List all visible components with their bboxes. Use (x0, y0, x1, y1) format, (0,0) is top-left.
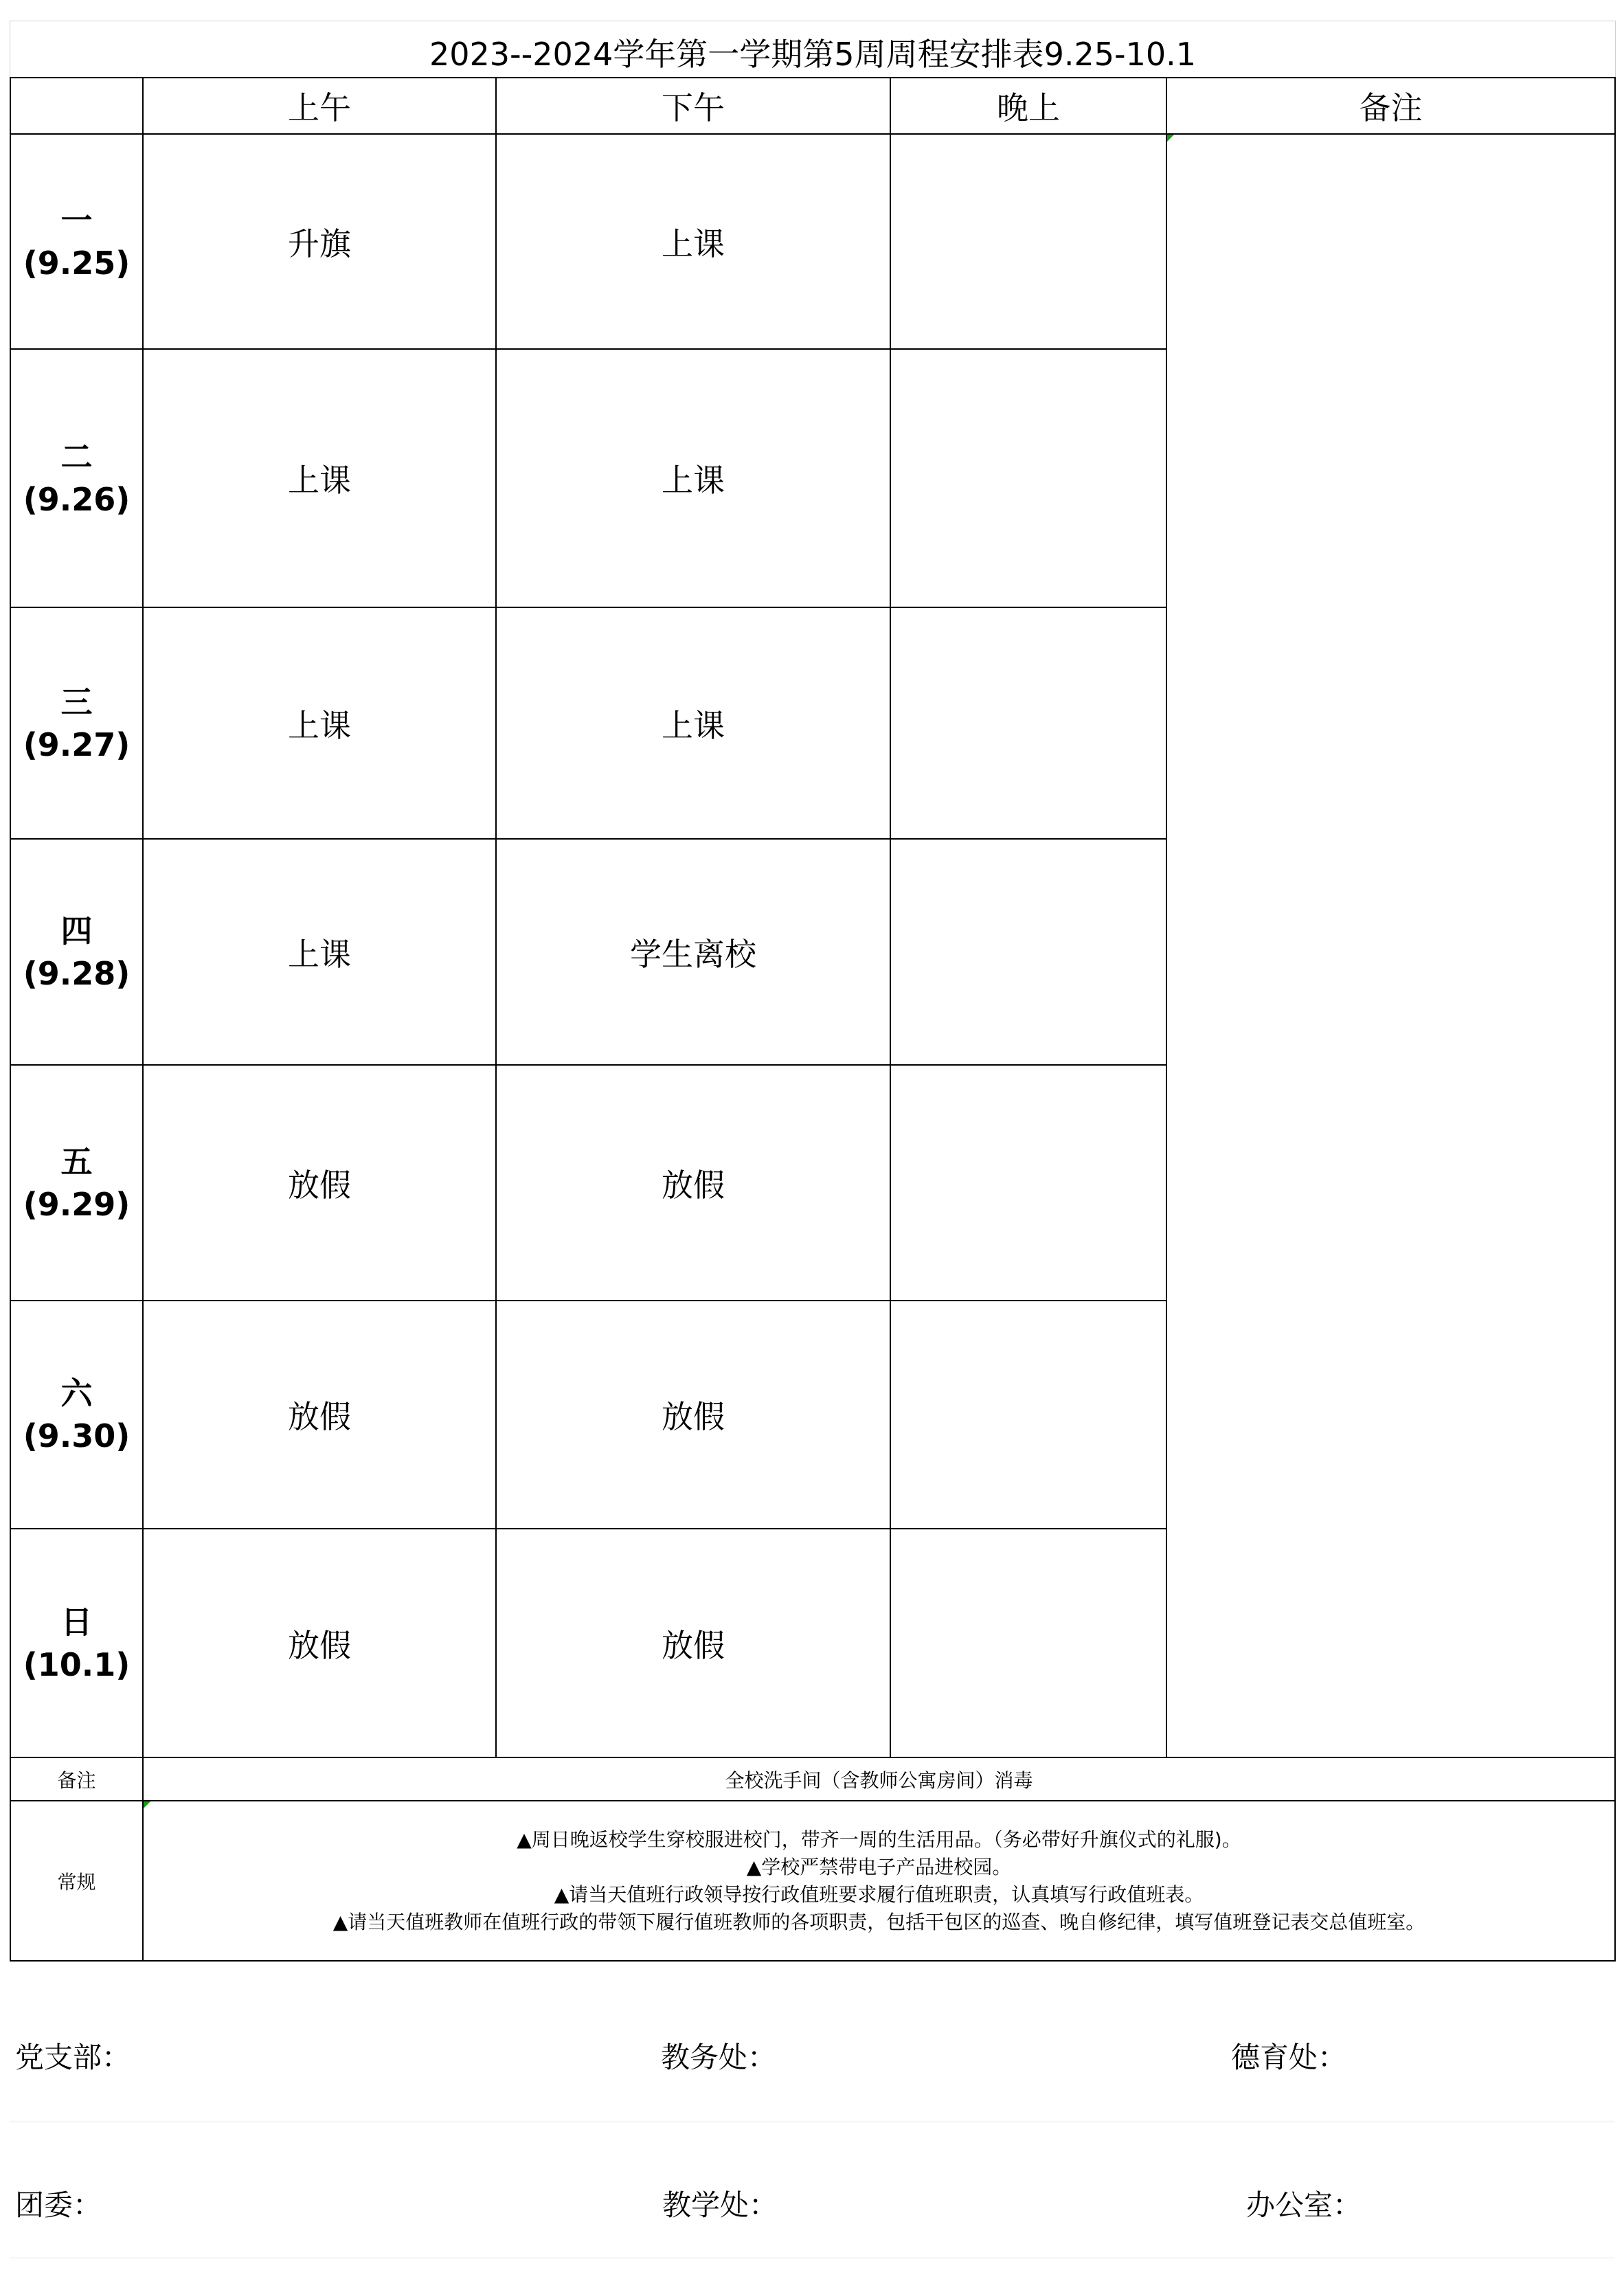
header-remarks: 备注 (1166, 78, 1615, 134)
evening-cell (890, 1529, 1166, 1757)
signature-teaching: 教学处： (662, 2188, 778, 2222)
header-morning: 上午 (143, 78, 496, 134)
afternoon-cell: 学生离校 (496, 839, 890, 1065)
schedule-table (10, 77, 1616, 1962)
morning-cell: 放假 (143, 1065, 496, 1301)
afternoon-cell: 放假 (496, 1065, 890, 1301)
afternoon-cell: 放假 (496, 1301, 890, 1529)
evening-cell (890, 839, 1166, 1065)
day-row (10, 134, 1615, 349)
day-date: (9.26) (23, 481, 131, 518)
page-title: 2023--2024学年第一学期第5周周程安排表9.25-10.1 (10, 21, 1616, 87)
routine-line: ▲周日晚返校学生穿校服进校门，带齐一周的生活用品。（务必带好升旗仪式的礼服)。 (517, 1828, 1241, 1851)
routine-notes (143, 1801, 1615, 1961)
morning-cell: 放假 (143, 1529, 496, 1757)
day-date: (9.29) (23, 1185, 131, 1223)
header-blank (10, 78, 143, 134)
routine-line: ▲请当天值班教师在值班行政的带领下履行值班教师的各项职责，包括干包区的巡查、晚自修纪律，填写值班登记表交总值班室。 (332, 1910, 1425, 1933)
signature-office: 办公室： (1246, 2188, 1362, 2222)
evening-cell (890, 1065, 1166, 1301)
evening-cell (890, 607, 1166, 839)
day-label (10, 607, 143, 839)
day-date: (10.1) (23, 1645, 131, 1683)
morning-cell: 上课 (143, 349, 496, 607)
signature-league: 团委： (15, 2188, 102, 2222)
morning-cell: 放假 (143, 1301, 496, 1529)
day-name: 四 (60, 912, 93, 949)
day-name: 六 (60, 1375, 93, 1412)
day-label (10, 134, 143, 349)
day-date: (9.27) (23, 726, 131, 763)
remarks-column (1166, 134, 1615, 1757)
header-row (10, 78, 1615, 134)
day-label (10, 1065, 143, 1301)
evening-cell (890, 349, 1166, 607)
day-name: 三 (60, 683, 93, 721)
comment-marker-icon (144, 1801, 150, 1808)
schedule-sheet (10, 10, 1614, 2260)
day-date: (9.25) (23, 244, 131, 282)
signature-party: 党支部： (15, 2041, 131, 2074)
afternoon-cell: 上课 (496, 349, 890, 607)
routine-row (10, 1801, 1615, 1961)
routine-line: ▲请当天值班行政领导按行政值班要求履行值班职责，认真填写行政值班表。 (554, 1883, 1204, 1906)
day-name: 五 (60, 1143, 93, 1180)
day-name: 日 (60, 1603, 93, 1641)
afternoon-cell: 上课 (496, 607, 890, 839)
afternoon-cell: 放假 (496, 1529, 890, 1757)
day-name: 二 (60, 438, 93, 475)
evening-cell (890, 134, 1166, 349)
header-evening: 晚上 (890, 78, 1166, 134)
morning-cell: 升旗 (143, 134, 496, 349)
remarks-text: 全校洗手间（含教师公寓房间）消毒 (143, 1757, 1615, 1801)
morning-cell: 上课 (143, 607, 496, 839)
routine-line: ▲学校严禁带电子产品进校园。 (746, 1855, 1012, 1878)
remarks-row (10, 1757, 1615, 1801)
signature-moral: 德育处： (1231, 2041, 1347, 2074)
signature-academic: 教务处： (661, 2041, 777, 2074)
day-label (10, 1301, 143, 1529)
evening-cell (890, 1301, 1166, 1529)
day-name: 一 (60, 201, 93, 239)
header-afternoon: 下午 (496, 78, 890, 134)
day-label (10, 349, 143, 607)
remarks-label: 备注 (10, 1757, 143, 1801)
day-date: (9.28) (23, 954, 131, 992)
afternoon-cell: 上课 (496, 134, 890, 349)
day-date: (9.30) (23, 1417, 131, 1454)
day-label (10, 1529, 143, 1757)
routine-label: 常规 (10, 1801, 143, 1961)
comment-marker-icon (1167, 135, 1174, 142)
day-label (10, 839, 143, 1065)
morning-cell: 上课 (143, 839, 496, 1065)
